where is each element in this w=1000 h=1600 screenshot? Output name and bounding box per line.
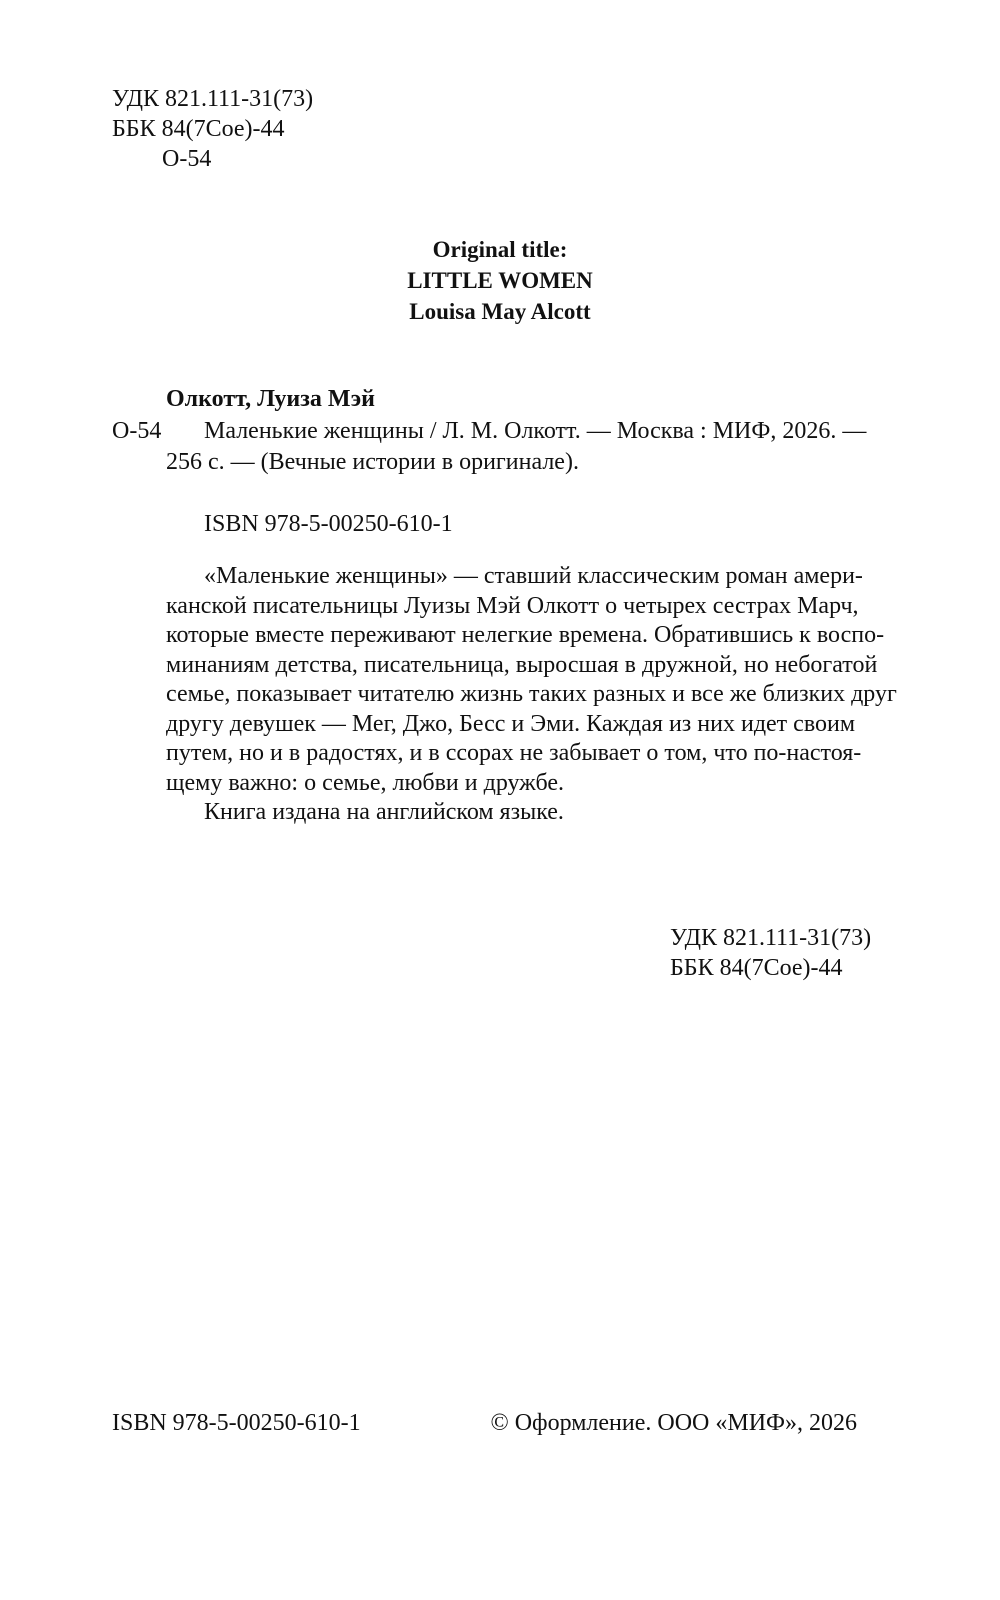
udk-code-right: УДК 821.111-31(73) [670,925,872,951]
bbk-code: ББК 84(7Сое)-44 [112,116,285,142]
annotation-line: «Маленькие женщины» — ставший классическим роман амери- [204,563,863,589]
annotation-line: щему важно: о семье, любви и дружбе. [166,769,564,796]
annotation-line: которые вместе переживают нелегкие времена. Обратившись к воспо- [166,622,885,648]
classification-block-right [670,923,871,983]
annotation-line: канской писательницы Луизы Мэй Олкотт о четырех сестрах Марч, [166,592,859,619]
record-description-line-1: Маленькие женщины / Л. М. Олкотт. — Москва : МИФ, 2026. — [204,418,867,444]
original-title-block [0,234,1000,327]
bbk-code-right: ББК 84(7Сое)-44 [670,955,843,981]
original-author: Louisa May Alcott [409,299,591,324]
record-author-heading: Олкотт, Луиза Мэй [166,386,376,412]
annotation-note: Книга издана на английском языке. [204,799,564,825]
record-author-sign: О-54 [112,418,162,444]
annotation-line: минаниям детства, писательница, выросшая в дружной, но небогатой [166,651,878,678]
original-title: LITTLE WOMEN [407,268,593,293]
annotation-line: путем, но и в радостях, и в ссорах не забывает о том, что по-настоя- [166,740,862,766]
original-title-label: Original title: [432,237,568,262]
annotation [166,562,897,828]
record-isbn: ISBN 978-5-00250-610-1 [204,511,453,537]
author-sign: О-54 [162,146,212,172]
udk-code: УДК 821.111-31(73) [112,86,314,112]
footer-isbn: ISBN 978-5-00250-610-1 [112,1410,361,1436]
classification-block-top [112,84,313,174]
footer-copyright: © Оформление. ООО «МИФ», 2026 [490,1410,857,1436]
annotation-line: семье, показывает читателю жизнь таких разных и все же близких друг [166,681,897,707]
record-description-line-2: 256 с. — (Вечные истории в оригинале). [166,449,579,475]
annotation-line: другу девушек — Мег, Джо, Бесс и Эми. Каждая из них идет своим [166,710,856,737]
